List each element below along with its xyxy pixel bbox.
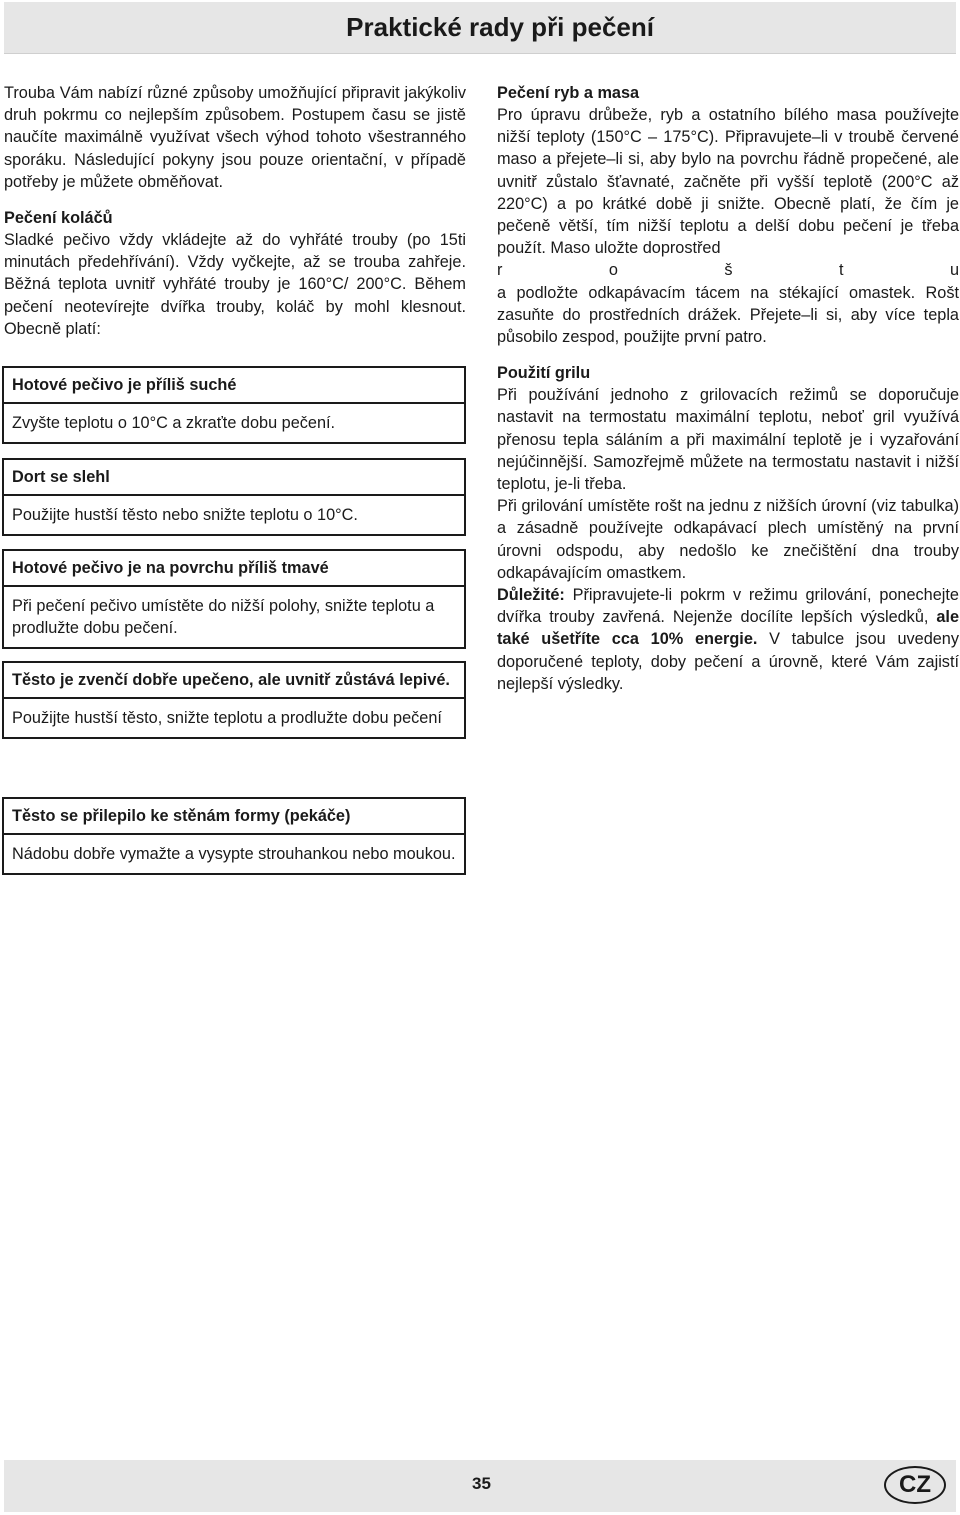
tip-problem: Dort se slehl [4, 460, 464, 496]
baking-paragraph: Sladké pečivo vždy vkládejte až do vyhřáté trouby (po 15ti minutách předehřívání). Vždy vyčkejte, až se trouba zahřeje. Běžná teplota uvnitř vyhřáté trouby je 160°C/ 200°C. Během pečení neotevírejte dvířka trouby, koláč by mohl klesnout. Obecně platí: [4, 231, 466, 338]
tip-solution: Použijte hustší těsto nebo snižte teplotu o 10°C. [12, 506, 358, 524]
grill-heading: Použití grilu [497, 364, 591, 383]
important-text-b: V tabulce jsou uvedeny doporučené teploty, doby pečení a úrovně, které Vám zajistí nejlepší výsledky. [497, 630, 959, 693]
baking-heading: Pečení koláčů [4, 209, 113, 228]
grill-paragraph-1: Při používání jednoho z grilovacích režimů se doporučuje nastavit na termostatu maximální teplotu, neboť gril využívá přenosu tepla sáláním a při maximální teplotě je i vyzařování nejúčinnější. Samozřejmě můžete na termostatu nastavit i nižší teplotu, je-li třeba. [497, 386, 959, 494]
tip-solution: Při pečení pečivo umístěte do nižší polohy, snižte teplotu a prodlužte dobu pečení. [12, 597, 435, 637]
tip-problem: Hotové pečivo je příliš suché [4, 368, 464, 404]
important-label: Důležité: [497, 586, 565, 605]
important-bold: ale také ušetříte cca 10% energie. [497, 608, 959, 649]
tip-problem: Těsto je zvenčí dobře upečeno, ale uvnitř zůstává lepivé. [4, 663, 464, 699]
left-column [4, 82, 466, 340]
tip-solution: Zvyšte teplotu o 10°C a zkraťte dobu pečení. [12, 414, 336, 432]
intro-paragraph: Trouba Vám nabízí různé způsoby umožňující připravit jakýkoliv druh pokrmu co nejlepším způsobem. Postupem času se jistě naučíte maximálně využívat všech výhod tohoto všestranného sporáku. Následující pokyny jsou pouze orientační, v případě potřeby je můžete obměňovat. [4, 84, 466, 191]
tip-box-stuck-to-form [2, 797, 466, 875]
fish-meat-paragraph: Pro úpravu drůbeže, ryb a ostatního bílého masa používejte nižší teploty (150°C – 175°C). Připravujete–li v troubě červené maso a přejete–li si, aby bylo na povrchu řádně propečené, ale uvnitř zůstalo šťavnaté, začněte při vyšší teplotě (200°C až 220°C) a po krátké době ji snižte. Obecně platí, že čím je pečeně větší, tím nižší teplotu a delší dobu pečení je třeba použít. Maso uložte doprostřed [497, 106, 959, 258]
tip-box-sticky-inside [2, 661, 466, 739]
fish-meat-paragraph-cont: a podložte odkapávacím tácem na stékající omastek. Rošt zasuňte do prostředních drážek. Přejete–li si, aby více tepla působilo zespod, použijte první patro. [497, 283, 959, 347]
fish-meat-spaced-line: r o š t u [497, 261, 959, 280]
grill-paragraph-2: Při grilování umístěte rošt na jednu z nižších úrovní (viz tabulka) a zásadně používejte odkapávací plech umístěný na první úrovni odspodu, aby nedošlo ke znečištění dna trouby odkapávajícím omastkem. [497, 497, 959, 582]
tip-box-collapsed [2, 458, 466, 536]
tip-box-dark [2, 549, 466, 649]
important-paragraph [497, 584, 959, 695]
tip-problem: Hotové pečivo je na povrchu příliš tmavé [4, 551, 464, 587]
tip-solution: Použijte hustší těsto, snižte teplotu a prodlužte dobu pečení [12, 709, 442, 727]
important-text-a: Připravujete-li pokrm v režimu grilování, ponechejte dvířka trouby zavřená. Nejenže docílíte lepších výsledků, [497, 586, 959, 627]
page-header [4, 2, 956, 54]
page-footer [4, 1460, 956, 1512]
tip-box-dry [2, 366, 466, 444]
language-badge: CZ [884, 1466, 946, 1504]
fish-meat-heading: Pečení ryb a masa [497, 84, 640, 102]
tip-problem: Těsto se přilepilo ke stěnám formy (pekáče) [4, 799, 464, 835]
right-column [497, 82, 959, 695]
page-number: 35 [472, 1474, 491, 1493]
page-title: Praktické rady při pečení [346, 12, 654, 42]
tip-solution: Nádobu dobře vymažte a vysypte strouhankou nebo moukou. [12, 845, 456, 863]
